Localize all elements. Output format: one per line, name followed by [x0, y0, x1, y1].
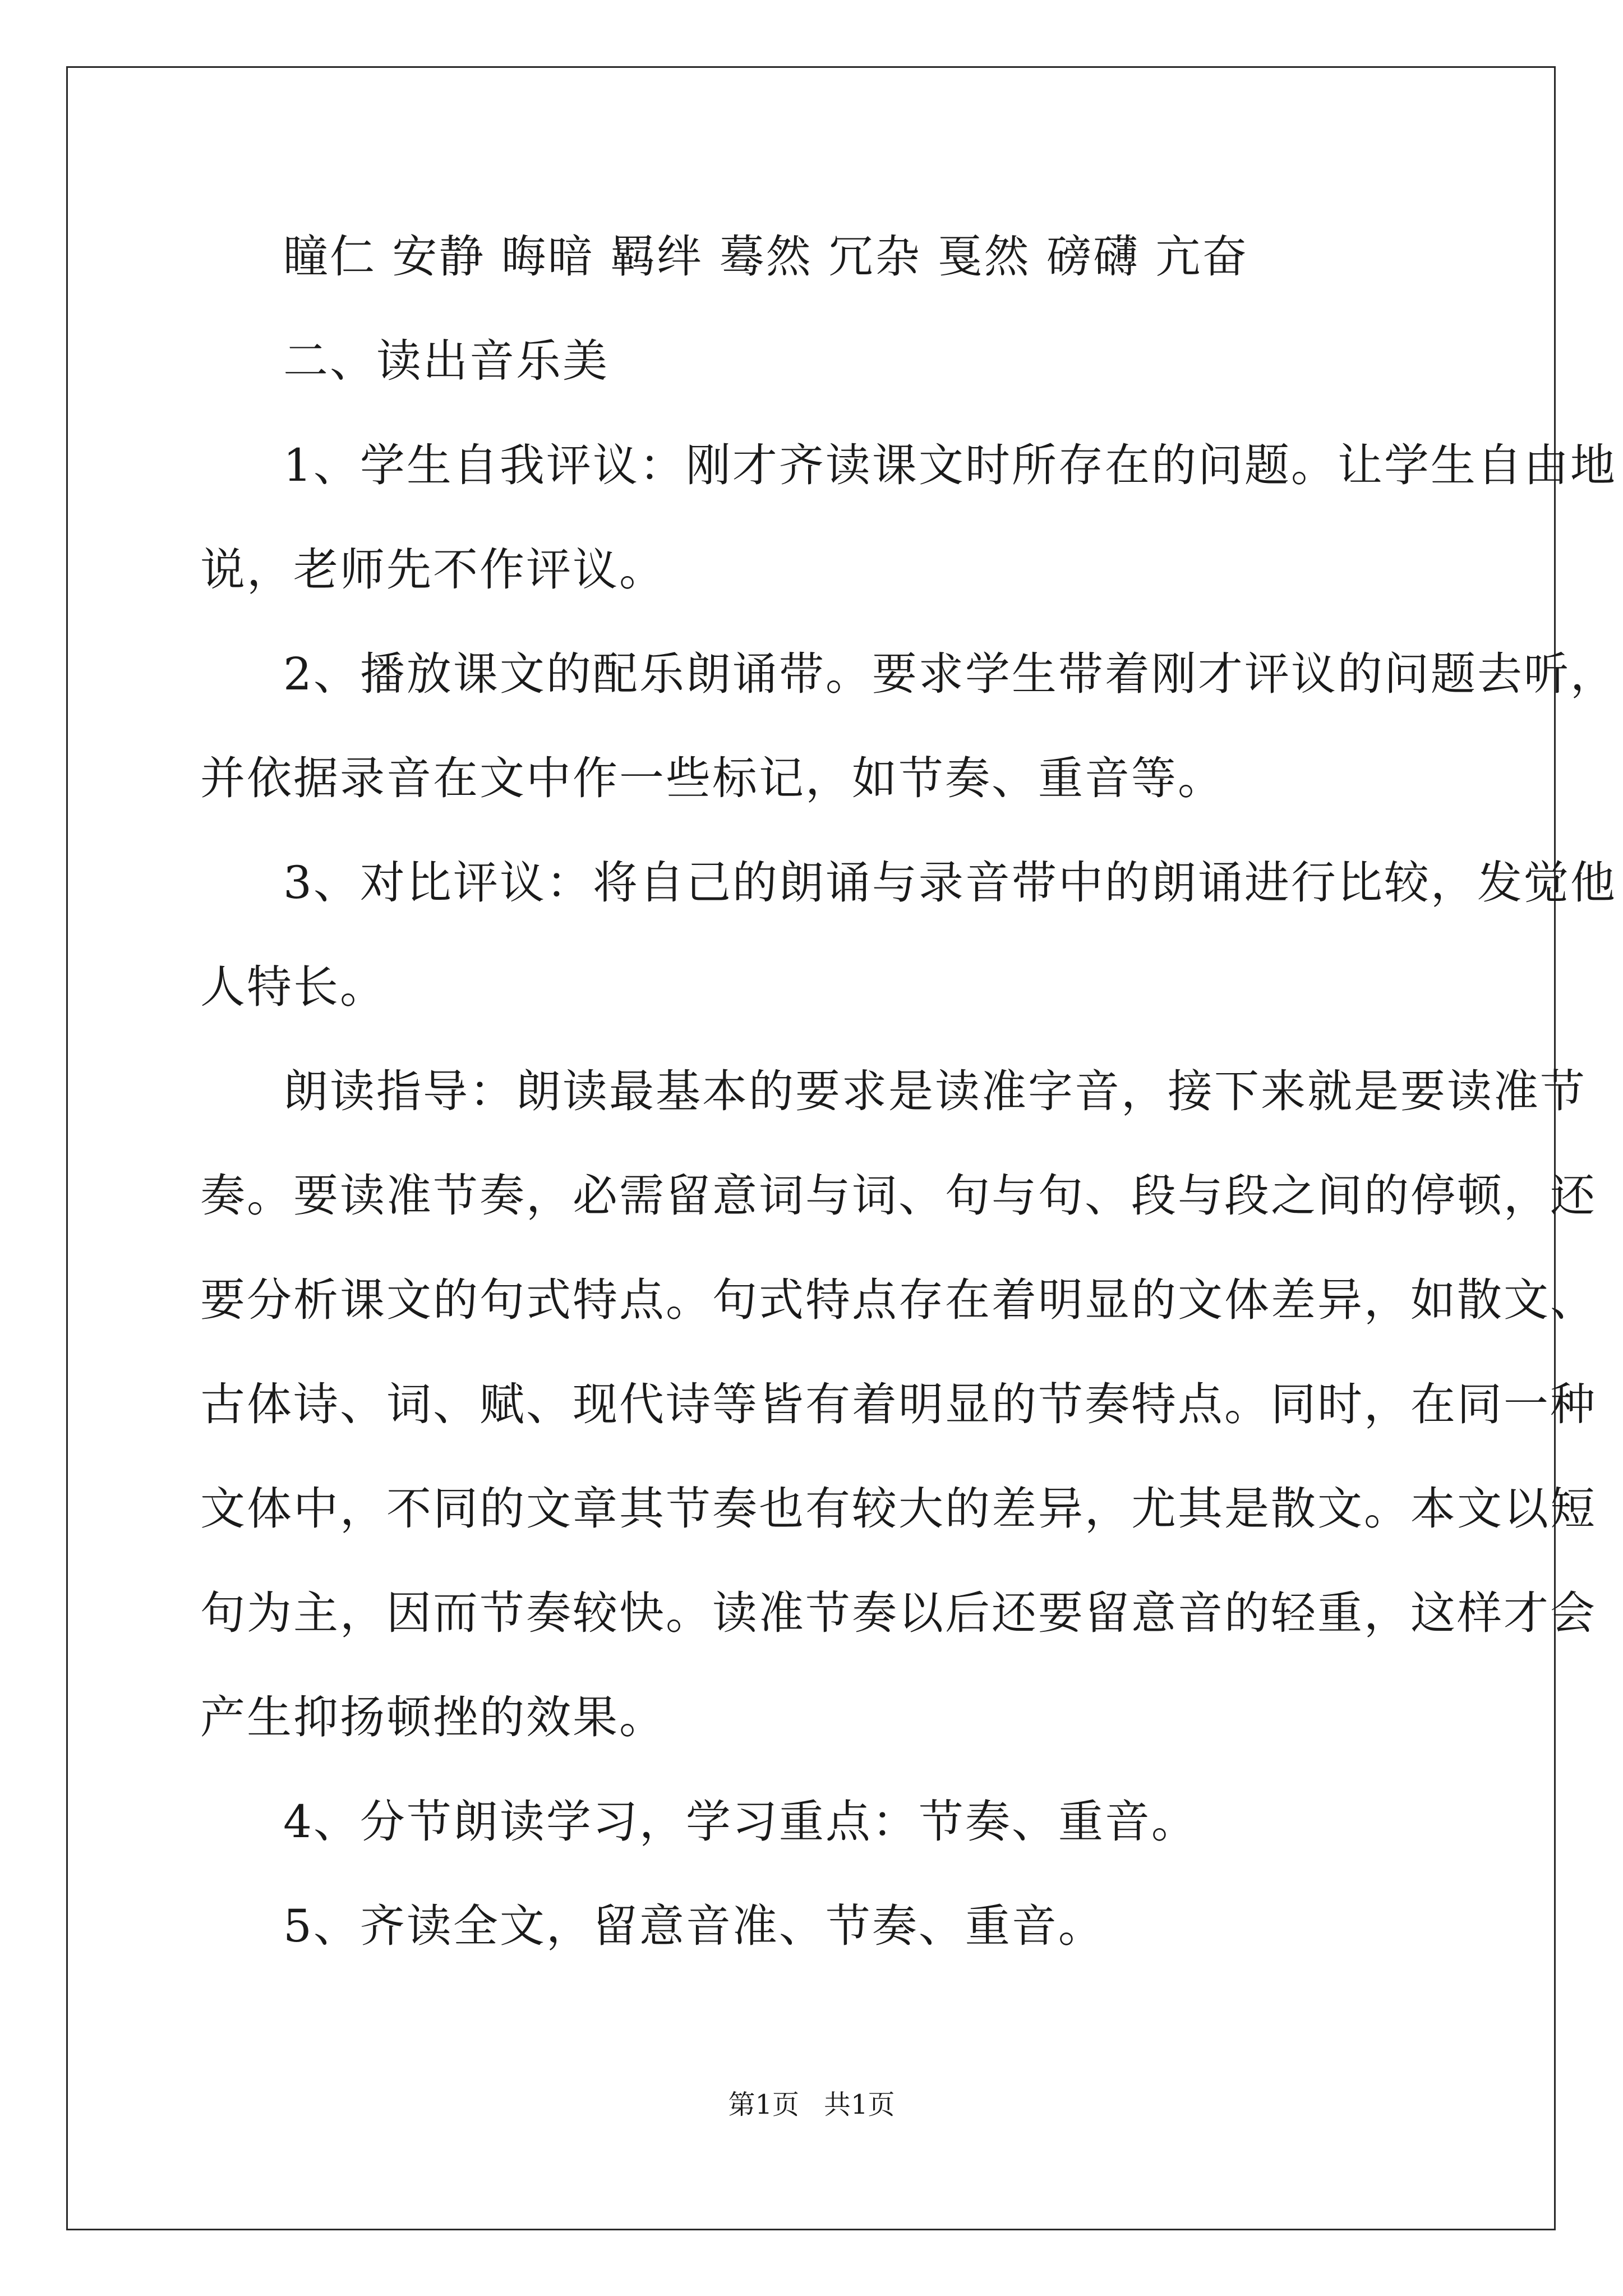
- document-text: [200, 205, 1617, 1978]
- text-line: 文体中，不同的文章其节奏也有较大的差异，尤其是散文。本文以短: [200, 1483, 1597, 1535]
- text-line: 4、分节朗读学习，学习重点：节奏、重音。: [283, 1796, 1198, 1848]
- text-line: 2、播放课文的配乐朗诵带。要求学生带着刚才评议的问题去听，: [283, 648, 1617, 700]
- text-line: 朗读指导：朗读最基本的要求是读准字音，接下来就是要读准节: [283, 1065, 1587, 1117]
- text-line: 产生抑扬顿挫的效果。: [200, 1691, 666, 1743]
- text-line: 要分析课文的句式特点。句式特点存在着明显的文体差异，如散文、: [200, 1274, 1597, 1326]
- text-line: 说，老师先不作评议。: [200, 544, 666, 596]
- text-line: 句为主，因而节奏较快。读准节奏以后还要留意音的轻重，这样才会: [200, 1587, 1597, 1639]
- text-line: 并依据录音在文中作一些标记，如节奏、重音等。: [200, 752, 1224, 804]
- text-line: 5、齐读全文，留意音准、节奏、重音。: [283, 1900, 1105, 1952]
- document-body: [200, 205, 1617, 1978]
- text-line: 瞳仁 安静 晦暗 羁绊 蓦然 冗杂 戛然 磅礴 亢奋: [283, 231, 1249, 283]
- text-line: 古体诗、词、赋、现代诗等皆有着明显的节奏特点。同时，在同一种: [200, 1378, 1597, 1430]
- page-footer: [0, 2088, 1623, 2122]
- section-heading: 二、读出音乐美: [283, 335, 609, 387]
- text-line: 奏。要读准节奏，必需留意词与词、句与句、段与段之间的停顿，还: [200, 1170, 1597, 1222]
- text-line: 3、对比评议：将自己的朗诵与录音带中的朗诵进行比较，发觉他: [283, 857, 1617, 909]
- text-line: 1、学生自我评议：刚才齐读课文时所存在的问题。让学生自由地: [283, 439, 1617, 491]
- text-line: 人特长。: [200, 961, 386, 1013]
- page-total: 共1页: [824, 2089, 895, 2120]
- page-number: 第1页: [728, 2089, 799, 2120]
